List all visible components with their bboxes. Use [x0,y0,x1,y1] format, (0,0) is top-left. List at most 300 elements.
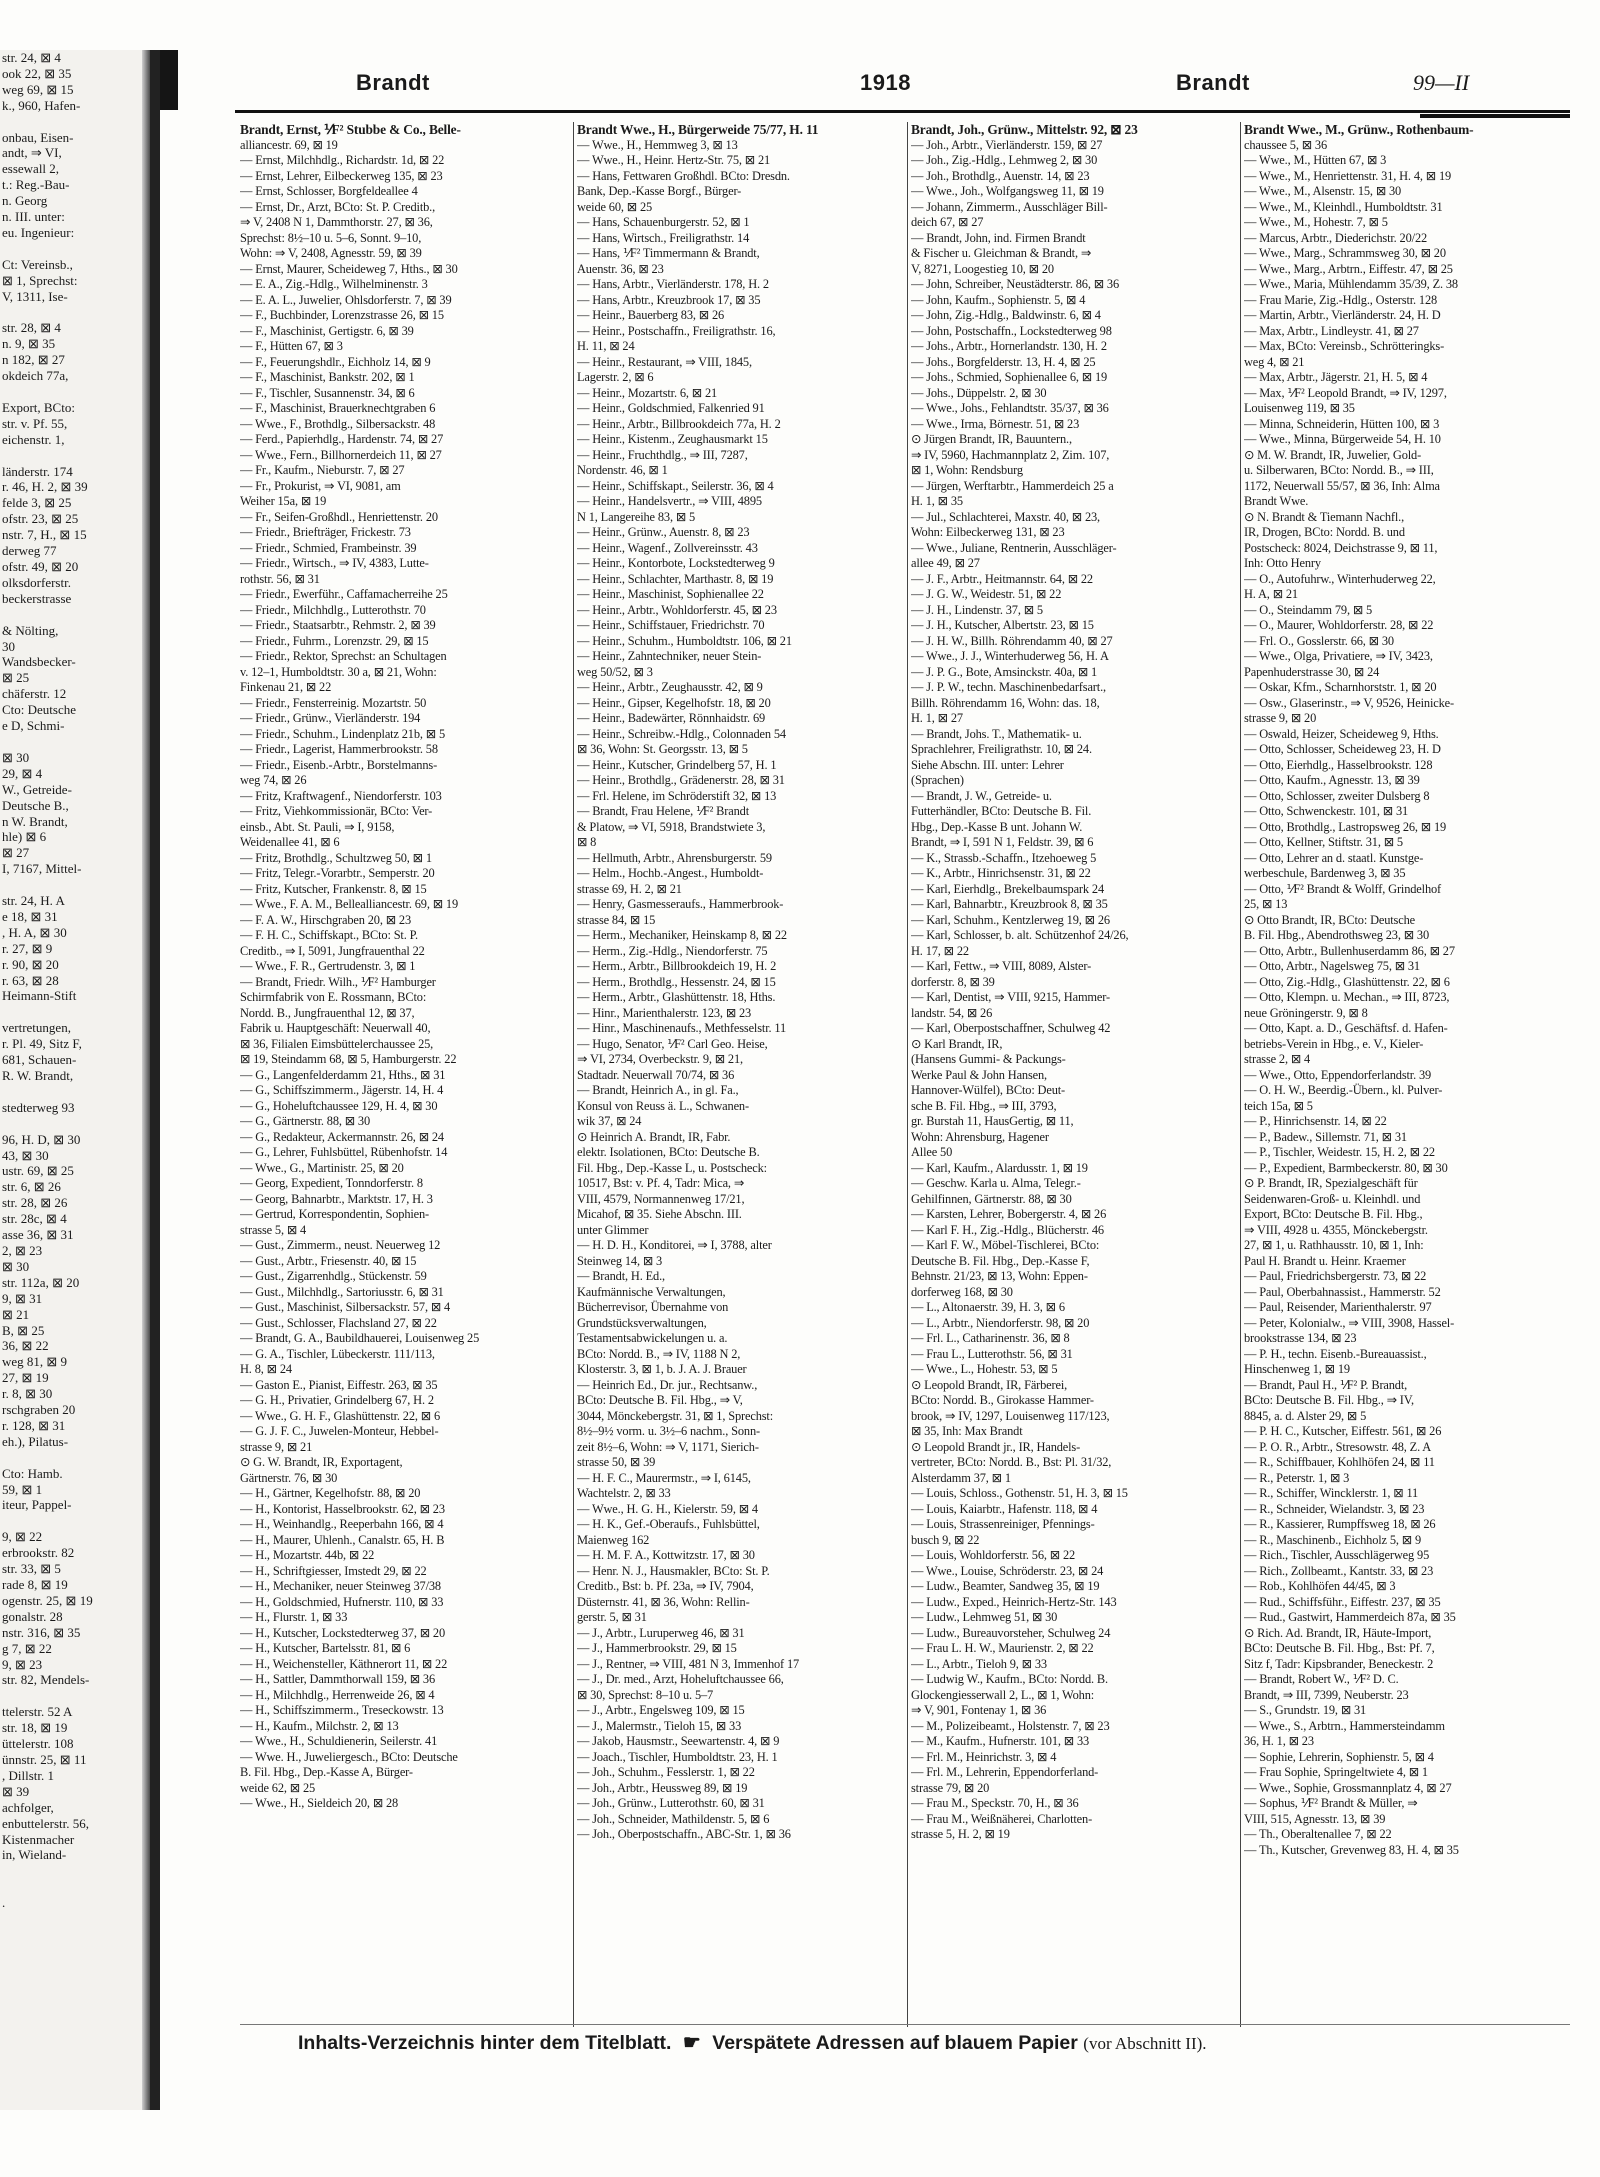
directory-entry-line: teich 15a, ⊠ 5 [1244,1098,1313,1113]
directory-entry-line: — Gaston E., Pianist, Eiffestr. 263, ⊠ 35 [240,1377,438,1392]
column-divider [907,122,908,2027]
directory-entry-line: Deutsche B. Fil. Hbg., Dep.-Kasse F, [911,1253,1090,1268]
footer-notice [298,2030,1568,2058]
directory-entry-line: Allee 50 [911,1145,953,1159]
directory-entry-line: — Otto, Klempn. u. Mechan., ⇒ III, 8723, [1244,990,1450,1004]
directory-entry-line: 25, ⊠ 13 [1244,897,1288,911]
directory-entry-line: — Max, Arbtr., Lindleystr. 41, ⊠ 27 [1244,323,1419,338]
directory-entry-line: Weiher 15a, ⊠ 19 [240,494,327,508]
left-page-line: iteur, Pappel- [2,1497,72,1513]
directory-entry-line: ⊠ 19, Steindamm 68, ⊠ 5, Hamburgerstr. 22 [240,1052,457,1066]
left-page-line: 36, ⊠ 22 [2,1338,49,1354]
left-page-line: üttelerstr. 108 [2,1736,74,1752]
directory-entry-line: B. Fil. Hbg., Dep.-Kasse A, Bürger- [240,1765,413,1779]
directory-entry-line: dorferweg 168, ⊠ 30 [911,1284,1013,1299]
left-facing-page [0,50,153,2110]
directory-entry-line: — Heinr., Schiffstauer, Friedrichstr. 70 [577,618,765,632]
directory-entry-line: Werke Paul & John Hansen, [911,1067,1047,1082]
left-page-line: r. 63, ⊠ 28 [2,972,59,988]
directory-entry-line: dorferstr. 8, ⊠ 39 [911,974,995,989]
directory-entry-line: — Friedr., Lagerist, Hammerbrookstr. 58 [240,742,438,756]
directory-entry-line: — Johs., Düppelstr. 2, ⊠ 30 [911,385,1047,400]
left-page-line: str. 82, Mendels- [2,1672,90,1688]
directory-column-1 [240,122,566,2027]
directory-entry-line: — F., Tischler, Susannenstr. 34, ⊠ 6 [240,385,415,400]
directory-entry-line: vertreter, BCto: Nordd. B., Bst: Pl. 31/32, [911,1455,1112,1469]
directory-entry-line: Kaufmännische Verwaltungen, [577,1284,726,1299]
left-page-line: beckerstrasse [2,590,72,606]
directory-entry-line: — F., Hütten 67, ⊠ 3 [240,339,343,353]
directory-entry-line: Louisenweg 119, ⊠ 35 [1244,401,1355,415]
directory-entry-line: u. Silberwaren, BCto: Nordd. B., ⇒ III, [1244,463,1434,477]
directory-entry-line: — Louis, Schloss., Gothenstr. 51, H. 3, ⊠ 15 [911,1486,1128,1500]
directory-entry-line: — Oswald, Heizer, Scheideweg 9, Hths. [1244,726,1439,741]
left-page-line [0,1688,150,1704]
directory-entry-line: — Frau L., Lutterothstr. 56, ⊠ 31 [911,1346,1073,1361]
left-page-line: 681, Schauen- [2,1052,77,1068]
left-page-line: n. III. unter: [2,209,65,225]
directory-entry-line: ⊙ Jürgen Brandt, IR, Bauuntern., [911,432,1072,446]
left-page-line: ttelerstr. 52 A [2,1704,73,1720]
left-page-line [0,734,150,750]
directory-entry-line: — J., Arbtr., Engelsweg 109, ⊠ 15 [577,1703,745,1717]
directory-entry-line: — H., Weichensteller, Käthnerort 11, ⊠ 22 [240,1656,448,1671]
directory-entry-line: — Fritz, Kraftwagenf., Niendorferstr. 103 [240,788,442,803]
directory-entry-line: — Herm., Zig.-Hdlg., Niendorferstr. 75 [577,943,768,958]
directory-entry-line: Sprechst: 8½–10 u. 5–6, Sonnt. 9–10, [240,230,422,245]
directory-entry-line: — Otto, Arbtr., Nagelsweg 75, ⊠ 31 [1244,959,1420,973]
left-page-line: eu. Ingenieur: [2,224,75,240]
left-page-line: olksdorferstr. [2,574,71,590]
directory-entry-line: — Brandt, Frau Helene, ⅟F² Brandt [577,804,750,818]
directory-entry-line: (Sprachen) [911,773,964,787]
directory-entry-line: — Wwe., Sophie, Grossmannplatz 4, ⊠ 27 [1244,1780,1452,1795]
directory-entry-line: Brandt, ⇒ III, 7399, Neuberstr. 23 [1244,1687,1409,1702]
directory-entry-line: — R., Maschinenb., Eichholz 5, ⊠ 9 [1244,1532,1422,1547]
directory-entry-line: weg 50/52, ⊠ 3 [577,664,653,679]
directory-entry-line: Inh: Otto Henry [1244,556,1321,570]
directory-entry-line: Brandt Wwe. [1244,494,1309,508]
directory-entry-line: ⊠ 1, Wohn: Rendsburg [911,463,1023,477]
directory-entry-line: — Helm., Hochb.-Angest., Humboldt- [577,866,764,880]
left-page-line: 59, ⊠ 1 [2,1481,43,1497]
directory-entry-line: Hinschenweg 1, ⊠ 19 [1244,1362,1350,1376]
directory-entry-line: V, 8271, Loogestieg 10, ⊠ 20 [911,261,1054,276]
directory-entry-line: ⊠ 35, Inh: Max Brandt [911,1424,1023,1438]
directory-entry-line: — Fritz, Brothdlg., Schultzweg 50, ⊠ 1 [240,850,432,865]
directory-entry-line: — H., Gärtner, Kegelhofstr. 88, ⊠ 20 [240,1486,421,1500]
directory-entry-line: — Heinr., Schuhm., Humboldtstr. 106, ⊠ 21 [577,633,792,648]
directory-entry-line: Düsternstr. 41, ⊠ 36, Wohn: Rellin- [577,1594,750,1609]
directory-entry-line: — Heinr., Arbtr., Billbrookdeich 77a, H. 2 [577,416,781,431]
directory-entry-line: busch 9, ⊠ 22 [911,1532,980,1547]
directory-entry-line: — G., Hoheluftchaussee 129, H. 4, ⊠ 30 [240,1098,438,1113]
directory-entry-line: — Otto, Kellner, Stiftstr. 31, ⊠ 5 [1244,835,1403,849]
directory-entry-line: — Ludwig W., Kaufm., BCto: Nordd. B. [911,1672,1108,1686]
directory-entry-line: ⊙ P. Brandt, IR, Spezialgeschäft für [1244,1176,1418,1190]
directory-entry-line: — Frl. Helene, im Schröderstift 32, ⊠ 13 [577,788,777,803]
left-page-line: erbrookstr. 82 [2,1545,75,1561]
directory-entry-line: — J. H., Kutscher, Albertstr. 23, ⊠ 15 [911,618,1094,632]
directory-entry-line: — Louis, Kaiarbtr., Hafenstr. 118, ⊠ 4 [911,1501,1098,1516]
left-page-line [0,1513,150,1529]
directory-entry-line: — Heinrich Ed., Dr. jur., Rechtsanw., [577,1377,758,1392]
directory-entry-line: — Johs., Schmied, Sophienallee 6, ⊠ 19 [911,370,1108,384]
directory-entry-line: — Joh., Oberpostschaffn., ABC-Str. 1, ⊠ 36 [577,1827,791,1841]
left-page-line: ⊠ 25 [2,670,30,686]
left-page-line: nstr. 316, ⊠ 35 [2,1624,81,1640]
directory-entry-line: — Heinr., Mozartstr. 6, ⊠ 21 [577,385,718,400]
directory-entry-line: — O., Autofuhrw., Winterhuderweg 22, [1244,571,1436,586]
header-rule [235,110,1570,113]
directory-entry-line: ⊠ 36, Wohn: St. Georgsstr. 13, ⊠ 5 [577,742,748,756]
directory-entry-line: — Heinr., Schlachter, Marthastr. 8, ⊠ 19 [577,571,774,586]
left-page-line [0,1879,150,1895]
directory-entry-line: — Hans, Fettwaren Großhdl. BCto: Dresdn. [577,168,790,183]
directory-entry-line: — Otto, Brothdlg., Lastropsweg 26, ⊠ 19 [1244,819,1447,834]
directory-entry-line: — Wwe., L., Hohestr. 53, ⊠ 5 [911,1362,1058,1376]
left-page-line [0,1450,150,1466]
directory-entry-line: — Brandt, Paul H., ⅟F² P. Brandt, [1244,1377,1408,1392]
directory-entry-line: — Joh., Schuhm., Fesslerstr. 1, ⊠ 22 [577,1765,755,1779]
directory-entry-line: — Paul, Oberbahnassist., Hammerstr. 52 [1244,1284,1441,1299]
directory-entry-line: — Otto, Lehrer an d. staatl. Kunstge- [1244,850,1424,865]
directory-entry-line: — Ludw., Exped., Heinrich-Hertz-Str. 143 [911,1594,1117,1609]
directory-entry-line: — Friedr., Rektor, Sprechst: an Schultagen [240,649,447,663]
left-page-line [0,1863,150,1879]
left-page-line: r. Pl. 49, Sitz F, [2,1036,82,1052]
directory-entry-line: — Heinr., Wagenf., Zollvereinsstr. 43 [577,540,758,555]
directory-entry-line: — Wwe., S., Arbtrn., Hammersteindamm [1244,1718,1445,1733]
left-page-line: 96, H. D, ⊠ 30 [2,1131,81,1147]
left-page-line: 9, ⊠ 22 [2,1529,43,1545]
directory-entry-line: — H., Goldschmied, Hufnerstr. 110, ⊠ 33 [240,1594,444,1609]
directory-entry-line: — Karl, Fettw., ⇒ VIII, 8089, Alster- [911,959,1092,973]
directory-entry-line: Creditb., ⇒ I, 5091, Jungfrauenthal 22 [240,943,425,958]
directory-entry-line: — H., Kontorist, Hasselbrookstr. 62, ⊠ 23 [240,1501,445,1516]
directory-entry-line: — Max, Arbtr., Jägerstr. 21, H. 5, ⊠ 4 [1244,370,1428,384]
directory-entry-line: — Joh., Grünw., Lutterothstr. 60, ⊠ 31 [577,1796,765,1810]
directory-entry-line: — Wwe., Minna, Bürgerweide 54, H. 10 [1244,432,1441,446]
directory-entry-line: — H., Schriftgiesser, Imstedt 29, ⊠ 22 [240,1563,427,1578]
left-page-line: länderstr. 174 [2,463,73,479]
directory-entry-line: — H., Kutscher, Bartelsstr. 81, ⊠ 6 [240,1641,411,1655]
directory-entry-line: Hannover-Wülfel), BCto: Deut- [911,1083,1066,1097]
directory-entry-line: — Heinr., Kistenm., Zeughausmarkt 15 [577,432,768,446]
directory-entry-line: brookstrasse 134, ⊠ 23 [1244,1331,1357,1345]
directory-entry-line: — R., Kassierer, Rumpffsweg 18, ⊠ 26 [1244,1517,1436,1531]
directory-entry-line: — Wwe., M., Hütten 67, ⊠ 3 [1244,153,1387,167]
left-page-line: nstr. 7, H., ⊠ 15 [2,527,87,543]
directory-entry-line: — Henr. N. J., Hausmakler, BCto: St. P. [577,1563,770,1578]
directory-entry-line: — Fritz, Telegr.-Vorarbtr., Semperstr. 20 [240,866,435,880]
left-page-line: , H. A, ⊠ 30 [2,924,67,940]
directory-entry-line: Sitz f, Tadr: Kipsbrander, Beneckestr. 2 [1244,1656,1434,1671]
directory-entry-line: ⊠ 30, Sprechst: 8–10 u. 5–7 [577,1687,714,1702]
directory-entry-line: H. 1, ⊠ 27 [911,711,963,725]
directory-entry-line: H. 1, ⊠ 35 [911,494,963,508]
directory-entry-line: 8845, a. d. Alster 29, ⊠ 5 [1244,1408,1367,1423]
directory-entry-line: — Heinr., Restaurant, ⇒ VIII, 1845, [577,354,752,369]
directory-entry-line: brook, ⇒ IV, 1297, Louisenweg 117/123, [911,1408,1110,1423]
directory-entry-line: ⊙ Karl Brandt, IR, [911,1036,1003,1051]
left-page-line: e D, Schmi- [2,718,65,734]
directory-entry-line: BCto: Nordd. B., Girokasse Hammer- [911,1393,1094,1407]
directory-entry-line: — Otto, Schlosser, Scheideweg 23, H. D [1244,742,1441,756]
directory-entry-line: — H., Flurstr. 1, ⊠ 33 [240,1610,348,1624]
directory-entry-line: weg 4, ⊠ 21 [1244,354,1305,369]
directory-entry-line: — Hellmuth, Arbtr., Ahrensburgerstr. 59 [577,850,772,865]
directory-entry-line: Nordenstr. 46, ⊠ 1 [577,463,668,477]
directory-entry-line: — Wwe., H., Heinr. Hertz-Str. 75, ⊠ 21 [577,153,771,167]
left-page-line: ⊠ 30 [2,749,30,765]
directory-entry-line: — Wwe., H., Schuldienerin, Seilerstr. 41 [240,1734,438,1748]
directory-entry-line: ⊙ G. W. Brandt, IR, Exportagent, [240,1455,403,1469]
footer-rule [240,2024,1570,2025]
left-page-line: in, Wieland- [2,1847,67,1863]
directory-entry-line: Hbg., Dep.-Kasse B unt. Johann W. [911,819,1083,834]
left-page-line: r. 8, ⊠ 30 [2,1386,53,1402]
directory-entry-line: — P. H. C., Kutscher, Eiffestr. 561, ⊠ 26 [1244,1424,1442,1438]
directory-entry-line: — G., Schiffszimmerm., Jägerstr. 14, H. 4 [240,1083,444,1097]
left-page-line: 30 [2,638,15,654]
directory-entry-line: Creditb., Bst: b. Pf. 23a, ⇒ IV, 7904, [577,1579,754,1593]
left-page-line: & Nölting, [2,622,59,638]
left-page-line: ⊠ 30 [2,1258,30,1274]
directory-entry-line: — P., Tischler, Weidestr. 15, H. 2, ⊠ 22 [1244,1145,1435,1159]
directory-entry-line: — Heinr., Grünw., Auenstr. 8, ⊠ 23 [577,525,750,539]
directory-entry-line: — G., Langenfelderdamm 21, Hths., ⊠ 31 [240,1067,446,1082]
directory-entry-line: — H., Mechaniker, neuer Steinweg 37/38 [240,1579,441,1593]
directory-entry-line: — Paul, Reisender, Marienthalerstr. 97 [1244,1300,1432,1314]
header-year: 1918 [860,70,911,95]
directory-entry-line: — Frl. M., Lehrerin, Eppendorferland- [911,1765,1099,1779]
directory-entry-line: — Wwe., F., Brothdlg., Silbersackstr. 48 [240,416,436,431]
directory-entry-line: — Brandt, Robert W., ⅟F² D. C. [1244,1672,1399,1686]
directory-entry-line: — P., Badew., Sillemstr. 71, ⊠ 31 [1244,1129,1407,1144]
directory-entry-line: — G. H., Privatier, Grindelberg 67, H. 2 [240,1393,434,1407]
directory-entry-line: — Wwe., Marg., Arbtrn., Eiffestr. 47, ⊠ 25 [1244,261,1453,276]
directory-entry-line: — J., Dr. med., Arzt, Hoheluftchaussee 66, [577,1672,784,1686]
left-page-line: 27, ⊠ 19 [2,1370,49,1386]
directory-entry-line: — Karl, Dentist, ⇒ VIII, 9215, Hammer- [911,990,1110,1004]
left-page-line [0,305,150,321]
directory-entry-line: — Hans, Arbtr., Kreuzbrook 17, ⊠ 35 [577,292,761,307]
left-page-line: felde 3, ⊠ 25 [2,495,72,511]
directory-entry-line: — Sophus, ⅟F² Brandt & Müller, ⇒ [1244,1796,1418,1810]
directory-entry-line: Wachtelstr. 2, ⊠ 33 [577,1486,671,1500]
directory-entry-line: — Otto, Arbtr., Bullenhuserdamm 86, ⊠ 27 [1244,943,1455,958]
directory-entry-line: — H., Maurer, Uhlenh., Canalstr. 65, H. B [240,1532,445,1547]
directory-entry-line: VIII, 515, Agnesstr. 13, ⊠ 39 [1244,1811,1386,1826]
directory-entry-line: Gehilfinnen, Gärtnerstr. 88, ⊠ 30 [911,1191,1072,1206]
directory-entry-line: Konsul von Reuss ä. L., Schwanen- [577,1098,749,1113]
left-page-line: V, 1311, Ise- [2,288,68,304]
directory-entry-line: Fil. Hbg., Dep.-Kasse L, u. Postscheck: [577,1160,767,1175]
left-page-line: str. 28c, ⊠ 4 [2,1211,67,1227]
directory-entry-line: ⇒ V, 2408 N 1, Dammthorstr. 27, ⊠ 36, [240,215,433,229]
directory-entry-line: — L., Arbtr., Niendorferstr. 98, ⊠ 20 [911,1315,1090,1330]
directory-entry-line: gerstr. 5, ⊠ 31 [577,1610,647,1624]
left-page-line: I, 7167, Mittel- [2,861,82,877]
directory-entry-line: — Frau M., Weißnäherei, Charlotten- [911,1811,1093,1826]
directory-entry-line: — Otto, Schwenckestr. 101, ⊠ 31 [1244,804,1409,818]
directory-entry-line: — K., Strassb.-Schaffn., Itzehoeweg 5 [911,850,1097,865]
footer-late-addresses: Verspätete Adressen auf blauem Papier [712,2032,1078,2054]
left-page-line: asse 36, ⊠ 31 [2,1227,74,1243]
directory-column-4 [1244,122,1570,2027]
left-page-line: vertretungen, [2,1020,71,1036]
directory-entry-line: — Joh., Arbtr., Heussweg 89, ⊠ 19 [577,1780,748,1795]
directory-entry-line: — M., Kaufm., Hufnerstr. 101, ⊠ 33 [911,1734,1090,1748]
left-page-line: Cto: Deutsche [2,702,77,718]
left-page-line: achfolger, [2,1799,54,1815]
directory-entry-line: — Friedr., Wirtsch., ⇒ IV, 4383, Lutte- [240,556,429,570]
directory-entry-line: — Brandt, Johs. T., Mathematik- u. [911,726,1082,741]
directory-entry-line: — Heinr., Brothdlg., Grädenerstr. 28, ⊠ 31 [577,773,785,787]
directory-entry-line: Auenstr. 36, ⊠ 23 [577,261,664,276]
directory-entry-line: — R., Schneider, Wielandstr. 3, ⊠ 23 [1244,1501,1425,1516]
directory-entry-line: strasse 5, ⊠ 4 [240,1222,307,1237]
directory-entry-line: ⊠ 36, Filialen Eimsbüttelerchaussee 25, [240,1036,434,1051]
directory-entry-line: — Henry, Gasmesseraufs., Hammerbrook- [577,897,784,911]
header-right-name: Brandt [1176,70,1250,95]
directory-entry-line: — Hans, ⅟F² Timmermann & Brandt, [577,246,760,260]
left-page-line: , Dillstr. 1 [2,1767,55,1783]
directory-entry-line: — Rich., Tischler, Ausschlägerweg 95 [1244,1548,1430,1562]
directory-entry-line: strasse 9, ⊠ 20 [1244,711,1317,725]
directory-column-2 [577,122,903,2027]
directory-entry-line: neue Gröningerstr. 9, ⊠ 8 [1244,1005,1368,1020]
left-page-line: ünnstr. 25, ⊠ 11 [2,1751,87,1767]
left-page-line: str. 28, ⊠ 26 [2,1195,68,1211]
directory-entry-line: — Karl, Eierhdlg., Brekelbaumspark 24 [911,881,1104,896]
pointing-hand-icon: ☛ [682,2032,701,2054]
directory-entry-line: ⊙ Otto Brandt, IR, BCto: Deutsche [1244,912,1415,927]
left-page-line: ⊠ 21 [2,1306,30,1322]
directory-entry-line: — Heinr., Badewärter, Rönnhaidstr. 69 [577,711,766,725]
left-page-line: eh.), Pilatus- [2,1433,69,1449]
directory-entry-line: — Hans, Arbtr., Vierländerstr. 178, H. 2 [577,277,769,291]
directory-entry-line: BCto: Nordd. B., ⇒ IV, 1188 N 2, [577,1346,741,1361]
directory-entry-line: — Paul, Friedrichsbergerstr. 73, ⊠ 22 [1244,1269,1427,1283]
left-page-line: ofstr. 23, ⊠ 25 [2,511,79,527]
directory-entry-line: — Ernst, Milchhdlg., Richardstr. 1d, ⊠ 22 [240,153,445,167]
left-page-line: ogenstr. 25, ⊠ 19 [2,1592,93,1608]
directory-entry-line: — Wwe., H., Hemmweg 3, ⊠ 13 [577,137,738,152]
left-page-line [0,877,150,893]
directory-entry-line: — G. A., Tischler, Lübeckerstr. 111/113, [240,1346,435,1361]
directory-entry-line: Postscheck: 8024, Deichstrasse 9, ⊠ 11, [1244,540,1438,555]
left-page-line: enbuttelerstr. 56, [2,1815,90,1831]
directory-entry-line: — Otto, Kapt. a. D., Geschäftsf. d. Hafen- [1244,1021,1448,1035]
directory-entry-line: — J. P. G., Bote, Amsinckstr. 40a, ⊠ 1 [911,664,1098,679]
directory-entry-line: Grundstücksverwaltungen, [577,1315,707,1330]
directory-entry-line: Wohn: Eilbeckerweg 131, ⊠ 23 [911,525,1065,539]
directory-entry-line: — Friedr., Briefträger, Frickestr. 73 [240,525,411,539]
footer-section-note: (vor Abschnitt II). [1083,2034,1207,2053]
directory-entry-line: ⊠ 8 [577,835,597,849]
directory-entry-line: — Joh., Zig.-Hdlg., Lehmweg 2, ⊠ 30 [911,153,1098,167]
directory-entry-line: — Max, ⅟F² Leopold Brandt, ⇒ IV, 1297, [1244,385,1447,400]
directory-entry-line: H. 8, ⊠ 24 [240,1362,292,1376]
directory-entry-line: — Heinr., Fruchthdlg., ⇒ III, 7287, [577,447,748,462]
directory-entry-line: — Heinr., Bauerberg 83, ⊠ 26 [577,308,725,322]
directory-entry-line: weg 74, ⊠ 26 [240,773,307,787]
directory-entry-line: sche B. Fil. Hbg., ⇒ III, 3793, [911,1098,1057,1113]
directory-entry-line: — H., Sattler, Dammthorwall 159, ⊠ 36 [240,1672,435,1686]
directory-entry-line: — J. G. W., Weidestr. 51, ⊠ 22 [911,587,1062,601]
directory-entry-line: — H., Weinhandlg., Reeperbahn 166, ⊠ 4 [240,1517,444,1531]
directory-entry-line: — Wwe., Louise, Schröderstr. 23, ⊠ 24 [911,1563,1104,1578]
directory-entry-line: — Johs., Arbtr., Hornerlandstr. 130, H. 2 [911,339,1107,353]
left-page-line: n. Georg [2,193,48,209]
directory-entry-line: — P., Expedient, Barmbeckerstr. 80, ⊠ 30 [1244,1160,1448,1175]
directory-entry-line: — Sophie, Lehrerin, Sophienstr. 5, ⊠ 4 [1244,1749,1434,1764]
directory-entry-line: — Friedr., Schmied, Frambeinstr. 39 [240,540,417,555]
directory-entry-line: — Ernst, Lehrer, Eilbeckerweg 135, ⊠ 23 [240,168,443,183]
directory-entry-line: — Wwe., Johs., Fehlandtstr. 35/37, ⊠ 36 [911,401,1109,415]
left-page-line: str. 6, ⊠ 26 [2,1179,61,1195]
directory-entry-line: weide 62, ⊠ 25 [240,1780,316,1795]
directory-entry-line: — J., Hammerbrookstr. 29, ⊠ 15 [577,1641,737,1655]
directory-entry-line: — Wwe., M., Kleinhdl., Humboldtstr. 31 [1244,199,1443,214]
directory-entry-line: Brandt, Joh., Grünw., Mittelstr. 92, ⊠ 23 [911,122,1138,137]
directory-entry-line: — Brandt, Heinrich A., in gl. Fa., [577,1083,739,1097]
directory-entry-line: — J., Arbtr., Luruperweg 46, ⊠ 31 [577,1625,745,1640]
directory-entry-line: — Otto, ⅟F² Brandt & Wolff, Grindelhof [1244,881,1442,896]
left-page-line: str. 112a, ⊠ 20 [2,1274,80,1290]
directory-entry-line: — O., Steindamm 79, ⊠ 5 [1244,602,1373,617]
page-number: 99—II [1413,70,1470,95]
directory-entry-line: — Karl, Bahnarbtr., Kreuzbrook 8, ⊠ 35 [911,897,1108,911]
left-page-line: r. 128, ⊠ 31 [2,1417,66,1433]
directory-entry-line: — Friedr., Eisenb.-Arbtr., Borstelmanns- [240,757,438,772]
directory-entry-line: strasse 84, ⊠ 15 [577,912,656,927]
left-page-line: str. 24, H. A [2,893,65,909]
directory-entry-line: Brandt, Ernst, ⅟F² Stubbe & Co., Belle- [240,122,461,137]
directory-entry-line: — Karsten, Lehrer, Bobergerstr. 4, ⊠ 26 [911,1207,1107,1221]
left-page-text [0,50,150,1911]
directory-entry-line: weide 60, ⊠ 25 [577,199,653,214]
directory-entry-line: ⇒ VI, 2734, Overbeckstr. 9, ⊠ 21, [577,1052,743,1066]
directory-entry-line: — Fr., Kaufm., Nieburstr. 7, ⊠ 27 [240,463,405,477]
directory-entry-line: — P. H., techn. Eisenb.-Bureauassist., [1244,1346,1427,1361]
directory-entry-line: Bücherrevisor, Übernahme von [577,1300,729,1314]
header-rule-thick [1420,114,1570,118]
left-page-line: Ct: Vereinsb., [2,256,73,272]
left-page-line: ⊠ 27 [2,845,30,861]
directory-entry-line: Stadtadr. Neuerwall 70/74, ⊠ 36 [577,1067,735,1082]
directory-entry-line: — H., Milchhdlg., Herrenweide 26, ⊠ 4 [240,1687,435,1702]
left-page-line: Cto: Hamb. [2,1465,63,1481]
directory-entry-line: — Wwe., Juliane, Rentnerin, Ausschläger- [911,540,1117,555]
directory-entry-line: — S., Grundstr. 19, ⊠ 31 [1244,1703,1367,1717]
directory-entry-line: — Brandt, John, ind. Firmen Brandt [911,230,1086,245]
left-page-line: str. 28, ⊠ 4 [2,320,61,336]
directory-entry-line: — Hans, Schauenburgerstr. 52, ⊠ 1 [577,215,750,229]
directory-entry-line: Finkenau 21, ⊠ 22 [240,680,332,694]
binding-edge [152,50,160,2110]
left-page-line: okdeich 77a, [2,368,69,384]
directory-entry-line: wik 37, ⊠ 24 [577,1114,642,1128]
directory-entry-line: Testamentsabwickelungen u. a. [577,1331,728,1345]
directory-entry-line: — G., Lehrer, Fuhlsbüttel, Rübenhofstr. 14 [240,1145,448,1159]
directory-entry-line: unter Glimmer [577,1222,649,1237]
directory-entry-line: strasse 9, ⊠ 21 [240,1439,313,1454]
directory-entry-line: — F., Maschinist, Bankstr. 202, ⊠ 1 [240,370,415,384]
directory-entry-line: — Frl. M., Heinrichstr. 3, ⊠ 4 [911,1749,1057,1764]
